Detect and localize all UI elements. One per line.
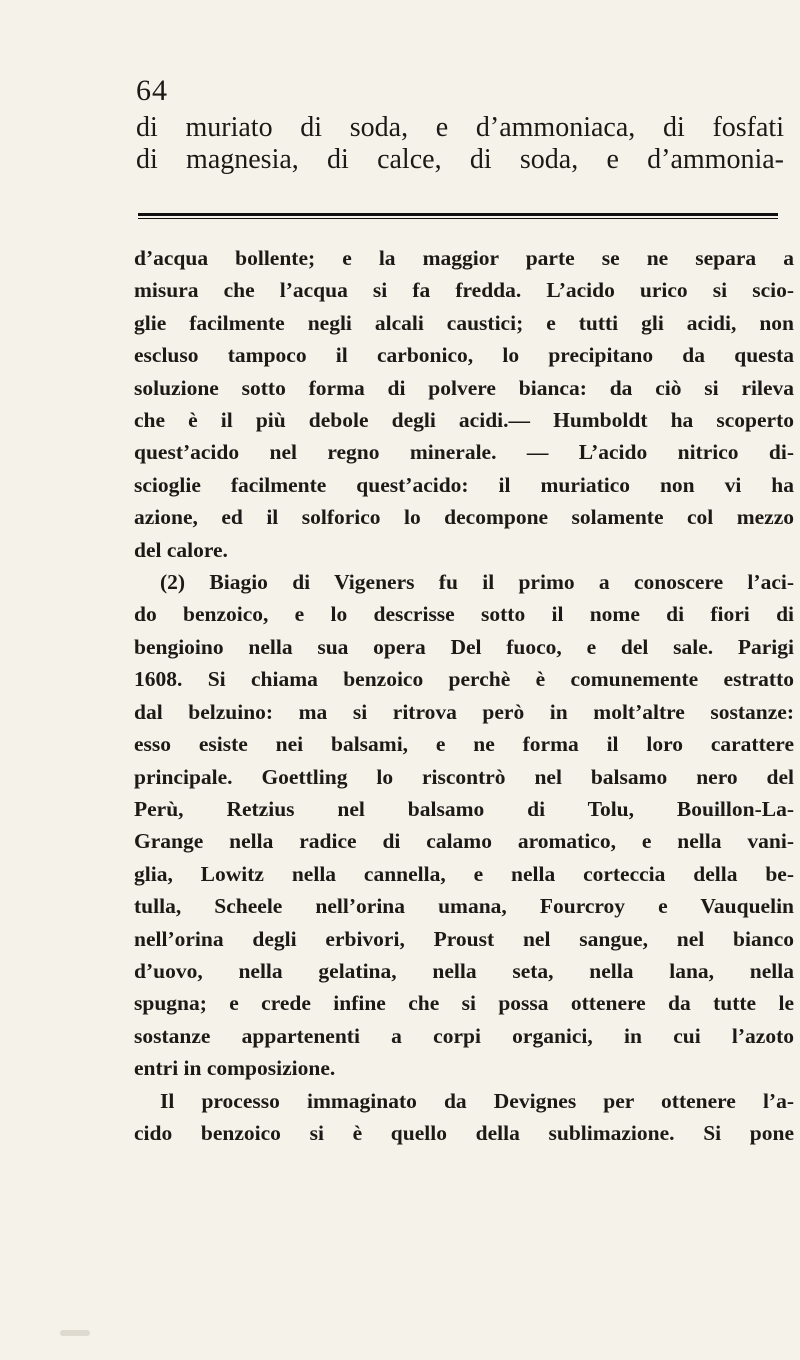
footnote-line: d’uovo, nella gelatina, nella seta, nella lana, nella bbox=[134, 958, 794, 983]
footnotes bbox=[134, 242, 794, 1149]
footnote-line: Il processo immaginato da Devignes per ottenere l’a- bbox=[160, 1088, 794, 1113]
footnote-line: quest’acido nel regno minerale. — L’acido nitrico di- bbox=[134, 440, 794, 465]
page-number: 64 bbox=[136, 74, 168, 107]
footnote-line: del calore. bbox=[134, 537, 228, 562]
footnote-line: che è il più debole degli acidi.— Humboldt ha scoperto bbox=[134, 408, 794, 433]
footnote-line: esso esiste nei balsami, e ne forma il loro carattere bbox=[134, 732, 794, 757]
footnote-line: azione, ed il solforico lo decompone solamente col mezzo bbox=[134, 505, 794, 530]
footnote-line: (2) Biagio di Vigeners fu il primo a conoscere l’aci- bbox=[160, 570, 794, 595]
footnote-line: tulla, Scheele nell’orina umana, Fourcroy e Vauquelin bbox=[134, 894, 794, 919]
footnote-line: escluso tampoco il carbonico, lo precipitano da questa bbox=[134, 343, 794, 368]
footnote-line: do benzoico, e lo descrisse sotto il nome di fiori di bbox=[134, 602, 794, 627]
main-text-line: di muriato di soda, e d’ammoniaca, di fosfati bbox=[136, 112, 784, 143]
footnote-line: sostanze appartenenti a corpi organici, in cui l’azoto bbox=[134, 1023, 794, 1048]
footnote-line: 1608. Si chiama benzoico perchè è comunemente estratto bbox=[134, 667, 794, 692]
footnote-line: soluzione sotto forma di polvere bianca: da ciò si rileva bbox=[134, 375, 794, 400]
footnote-separator-thick bbox=[138, 213, 778, 216]
footnote-line: spugna; e crede infine che si possa ottenere da tutte le bbox=[134, 991, 794, 1016]
footnote-line: bengioino nella sua opera Del fuoco, e del sale. Parigi bbox=[134, 634, 794, 659]
footnote-line: Grange nella radice di calamo aromatico, e nella vani- bbox=[134, 829, 794, 854]
footnote-line: entri in composizione. bbox=[134, 1056, 336, 1081]
footnote-line: principale. Goettling lo riscontrò nel balsamo nero del bbox=[134, 764, 794, 789]
main-text bbox=[136, 112, 784, 176]
footnote-line: misura che l’acqua si fa fredda. L’acido urico si scio- bbox=[134, 278, 794, 303]
paper-stain bbox=[60, 1330, 90, 1336]
footnote-line: nell’orina degli erbivori, Proust nel sangue, nel bianco bbox=[134, 926, 794, 951]
footnote-line: cido benzoico si è quello della sublimazione. Si pone bbox=[134, 1120, 794, 1145]
main-text-line: di magnesia, di calce, di soda, e d’ammonia- bbox=[136, 144, 784, 175]
footnote-separator-thin bbox=[138, 218, 778, 219]
footnote-line: Perù, Retzius nel balsamo di Tolu, Bouillon-La- bbox=[134, 796, 794, 821]
footnote-line: d’acqua bollente; e la maggior parte se ne separa a bbox=[134, 246, 794, 270]
footnote-line: dal belzuino: ma si ritrova però in molt’altre sostanze: bbox=[134, 699, 794, 724]
footnote-line: scioglie facilmente quest’acido: il muriatico non vi ha bbox=[134, 472, 794, 497]
footnote-line: glia, Lowitz nella cannella, e nella corteccia della be- bbox=[134, 861, 794, 886]
footnote-line: glie facilmente negli alcali caustici; e tutti gli acidi, non bbox=[134, 310, 794, 335]
